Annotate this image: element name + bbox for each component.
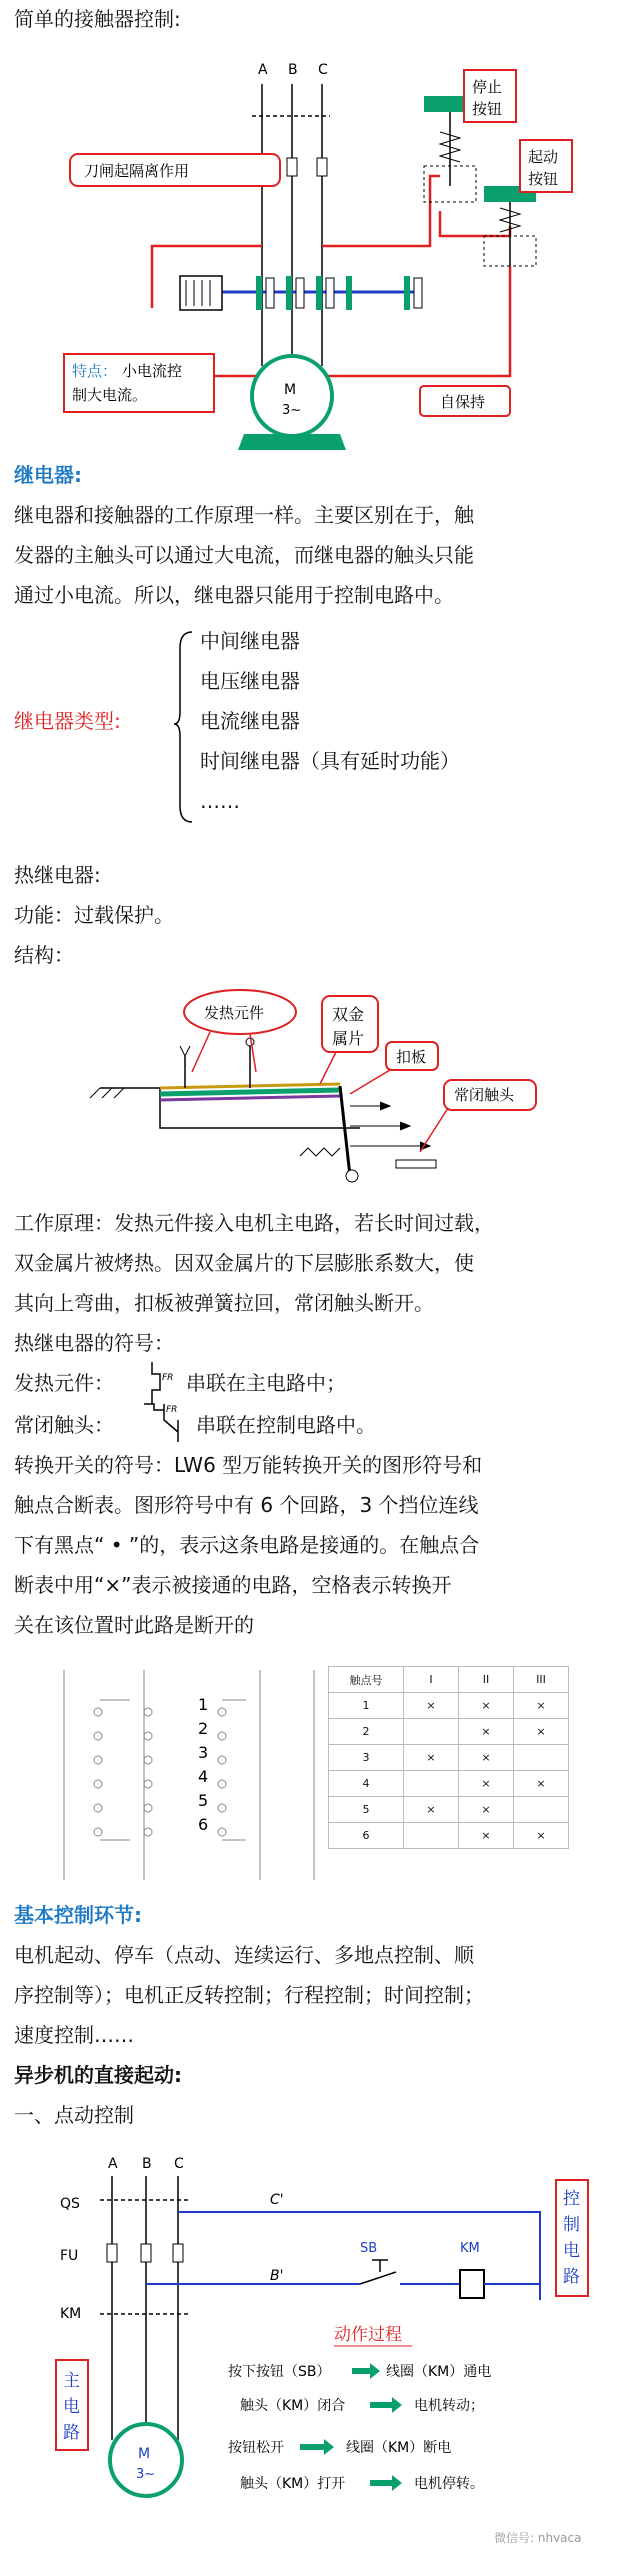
- c-prime: C': [270, 2192, 284, 2208]
- switch-para-4: 断表中用“×”表示被接通的电路，空格表示转换开: [14, 1573, 452, 1597]
- jog-heading: 一、点动控制: [14, 2103, 134, 2127]
- brace-icon: [172, 628, 196, 828]
- thermal-structure: 结构：: [14, 943, 74, 967]
- km-coil-label: KM: [460, 2241, 480, 2256]
- relay-heading: 继电器:: [14, 463, 82, 487]
- main-box-3: 路: [63, 2423, 80, 2443]
- step-8: 电机停转。: [414, 2476, 484, 2492]
- table-row: [329, 1693, 569, 1719]
- basic-heading: 基本控制环节:: [14, 1903, 142, 1927]
- jog-phase-b: B: [142, 2156, 152, 2172]
- relay-type-4: 时间继电器（具有延时功能）: [200, 749, 460, 773]
- table-cell: ×: [514, 1719, 569, 1745]
- table-cell: 2: [329, 1719, 404, 1745]
- heater-symbol-mark: FR: [162, 1373, 174, 1383]
- arrow-icon: [370, 2475, 402, 2491]
- relay-para-2: 发器的主触头可以通过大电流，而继电器的触头只能: [14, 543, 474, 567]
- relay-para-1: 继电器和接触器的工作原理一样。主要区别在于，触: [14, 503, 474, 527]
- jog-motor-m: M: [138, 2446, 151, 2462]
- table-cell: ×: [459, 1719, 514, 1745]
- motor-m: M: [284, 382, 297, 398]
- arrow-icon: [300, 2439, 334, 2455]
- table-cell: ×: [459, 1823, 514, 1849]
- relay-types-label: 继电器类型:: [14, 709, 121, 733]
- table-row: [329, 1745, 569, 1771]
- ctrl-box-3: 电: [563, 2241, 580, 2261]
- circuit-num-2: 2: [198, 1719, 209, 1738]
- phase-c: C: [318, 62, 328, 78]
- thermal-figure: [0, 976, 624, 1196]
- circuit-num-3: 3: [198, 1743, 209, 1762]
- table-cell: ×: [514, 1693, 569, 1719]
- sb-label: SB: [360, 2241, 378, 2256]
- arrow-icon: [370, 2397, 402, 2413]
- basic-para-2: 序控制等）；电机正反转控制；行程控制；时间控制；: [14, 1983, 484, 2007]
- main-box-2: 电: [63, 2397, 80, 2417]
- switch-table: [328, 1666, 569, 1849]
- arrow-icon: [352, 2363, 380, 2379]
- table-cell: ×: [459, 1771, 514, 1797]
- heater-symbol-label: 发热元件：: [14, 1371, 114, 1395]
- principle-2: 双金属片被烤热。因双金属片的下层膨胀系数大，使: [14, 1251, 474, 1275]
- step-5: 按钮松开: [228, 2440, 284, 2456]
- async-heading: 异步机的直接起动:: [14, 2063, 182, 2087]
- step-4: 电机转动；: [414, 2398, 484, 2414]
- table-header: II: [459, 1667, 514, 1693]
- switch-para-1: 转换开关的符号：LW6 型万能转换开关的图形符号和: [14, 1453, 483, 1477]
- step-7: 触头（KM）打开: [240, 2476, 346, 2492]
- phase-b: B: [288, 62, 298, 78]
- watermark: 微信号: nhvaca: [494, 2531, 582, 2545]
- table-header: 触点号: [329, 1667, 404, 1693]
- self-hold: 自保持: [440, 393, 486, 411]
- thermal-function: 功能：过载保护。: [14, 903, 174, 927]
- table-cell: [514, 1797, 569, 1823]
- stop-label-2: 按钮: [472, 100, 503, 118]
- heater-label: 发热元件: [204, 1004, 265, 1022]
- table-cell: 5: [329, 1797, 404, 1823]
- main-box-1: 主: [63, 2371, 80, 2391]
- feature-line2: 制大电流。: [72, 386, 148, 404]
- motor-sub: 3~: [282, 403, 302, 418]
- feature-head: 特点：: [72, 362, 118, 380]
- feature-line1: 小电流控: [122, 362, 183, 380]
- principle-3: 其向上弯曲，扣板被弹簧拉回，常闭触头断开。: [14, 1291, 434, 1315]
- jog-motor-sub: 3~: [136, 2467, 156, 2482]
- switch-para-3: 下有黑点“ • ”的，表示这条电路是接通的。在触点合: [14, 1533, 480, 1557]
- circuit-num-5: 5: [198, 1791, 209, 1810]
- label-km: KM: [60, 2306, 82, 2322]
- table-cell: ×: [459, 1693, 514, 1719]
- step-2: 线圈（KM）通电: [386, 2364, 492, 2380]
- page-title: 简单的接触器控制:: [14, 7, 181, 31]
- circuit-num-4: 4: [198, 1767, 209, 1786]
- isolate-note: 刀闸起隔离作用: [84, 162, 190, 180]
- table-cell: 1: [329, 1693, 404, 1719]
- ctrl-box-1: 控: [563, 2189, 580, 2209]
- table-row: [329, 1771, 569, 1797]
- label-qs: QS: [60, 2196, 80, 2212]
- relay-para-3: 通过小电流。所以，继电器只能用于控制电路中。: [14, 583, 454, 607]
- relay-type-5: ……: [200, 789, 240, 813]
- bimetal-label-1: 双金: [332, 1005, 365, 1024]
- table-cell: ×: [404, 1797, 459, 1823]
- basic-para-1: 电机起动、停车（点动、连续运行、多地点控制、顺: [14, 1943, 474, 1967]
- table-cell: ×: [459, 1745, 514, 1771]
- lever-label: 扣板: [396, 1048, 427, 1066]
- table-cell: 4: [329, 1771, 404, 1797]
- principle-1: 工作原理：发热元件接入电机主电路，若长时间过载，: [14, 1211, 494, 1235]
- contact-symbol-mark: FR: [166, 1405, 178, 1415]
- contactor-figure: [0, 36, 624, 456]
- table-cell: [404, 1823, 459, 1849]
- table-cell: ×: [404, 1693, 459, 1719]
- jog-phase-c: C: [174, 2156, 184, 2172]
- switch-para-5: 关在该位置时此路是断开的: [14, 1613, 254, 1637]
- relay-type-3: 电流继电器: [200, 709, 300, 733]
- step-3: 触头（KM）闭合: [240, 2398, 346, 2414]
- contact-symbol-text: 串联在控制电路中。: [196, 1413, 376, 1437]
- heater-symbol-text: 串联在主电路中；: [186, 1371, 346, 1395]
- circuit-num-6: 6: [198, 1815, 209, 1834]
- table-cell: [404, 1771, 459, 1797]
- relay-type-2: 电压继电器: [200, 669, 300, 693]
- table-header: III: [514, 1667, 569, 1693]
- stop-label-1: 停止: [472, 78, 503, 96]
- b-prime: B': [270, 2268, 284, 2284]
- step-6: 线圈（KM）断电: [346, 2440, 452, 2456]
- circuit-num-1: 1: [198, 1695, 209, 1714]
- table-row: [329, 1797, 569, 1823]
- jog-phase-a: A: [108, 2156, 118, 2172]
- table-row: [329, 1823, 569, 1849]
- table-cell: [514, 1745, 569, 1771]
- phase-a: A: [258, 62, 268, 78]
- start-label-2: 按钮: [528, 170, 559, 188]
- jog-figure: [0, 2140, 624, 2552]
- table-row: [329, 1719, 569, 1745]
- symbol-title: 热继电器的符号：: [14, 1331, 174, 1355]
- basic-para-3: 速度控制……: [14, 2023, 134, 2047]
- table-cell: ×: [514, 1823, 569, 1849]
- contact-symbol-icon: [138, 1398, 194, 1444]
- ctrl-box-2: 制: [563, 2215, 580, 2235]
- process-title: 动作过程: [334, 2325, 402, 2345]
- table-cell: ×: [459, 1797, 514, 1823]
- table-cell: 6: [329, 1823, 404, 1849]
- table-cell: [404, 1719, 459, 1745]
- table-header: I: [404, 1667, 459, 1693]
- step-1: 按下按钮（SB）: [228, 2364, 331, 2380]
- table-cell: 3: [329, 1745, 404, 1771]
- start-label-1: 起动: [528, 148, 559, 166]
- contact-symbol-label: 常闭触头：: [14, 1413, 114, 1437]
- nc-contact-label: 常闭触头: [454, 1086, 515, 1104]
- table-cell: ×: [404, 1745, 459, 1771]
- ctrl-box-4: 路: [563, 2267, 580, 2287]
- label-fu: FU: [60, 2248, 79, 2264]
- table-cell: ×: [514, 1771, 569, 1797]
- thermal-title: 热继电器:: [14, 863, 101, 887]
- relay-type-1: 中间继电器: [200, 629, 300, 653]
- bimetal-label-2: 属片: [332, 1029, 365, 1048]
- switch-para-2: 触点合断表。图形符号中有 6 个回路，3 个挡位连线: [14, 1493, 479, 1517]
